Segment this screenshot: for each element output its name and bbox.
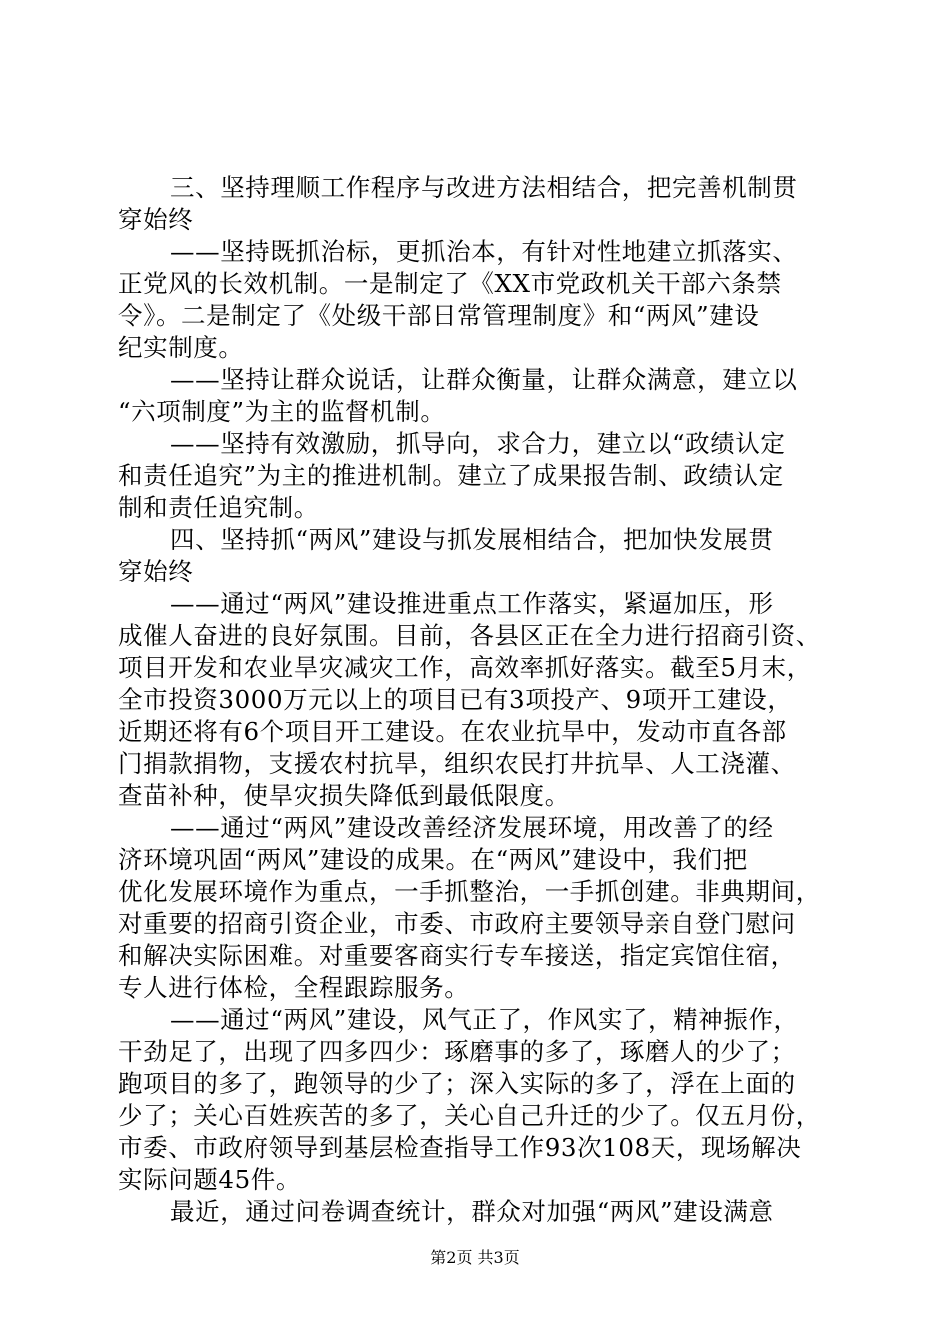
text-line: 正党风的长效机制。一是制定了《XX市党政机关干部六条禁 — [118, 269, 782, 298]
text-line: ——通过“两风”建设改善经济发展环境，用改善了的经 — [170, 813, 774, 842]
text-line: 近期还将有6个项目开工建设。在农业抗旱中，发动市直各部 — [118, 717, 787, 746]
text-line: 项目开发和农业旱灾减灾工作，高效率抓好落实。截至5月末， — [118, 653, 812, 682]
text-line: 令》。二是制定了《处级干部日常管理制度》和“两风”建设 — [118, 301, 760, 330]
text-line: 最近，通过问卷调查统计，群众对加强“两风”建设满意 — [170, 1197, 774, 1226]
text-line: 成催人奋进的良好氛围。目前，各县区正在全力进行招商引资、 — [118, 621, 821, 650]
text-line: 查苗补种，使旱灾损失降低到最低限度。 — [118, 781, 570, 810]
text-line: ——通过“两风”建设，风气正了，作风实了，精神振作， — [170, 1005, 799, 1034]
text-line: 专人进行体检，全程跟踪服务。 — [118, 973, 470, 1002]
text-line: “六项制度”为主的监督机制。 — [118, 397, 446, 426]
text-line: ——通过“两风”建设推进重点工作落实，紧逼加压，形 — [170, 589, 774, 618]
text-line: 和解决实际困难。对重要客商实行专车接送，指定宾馆住宿， — [118, 941, 796, 970]
document-body — [118, 172, 834, 1228]
text-line: 对重要的招商引资企业，市委、市政府主要领导亲自登门慰问 — [118, 909, 796, 938]
text-line: 三、坚持理顺工作程序与改进方法相结合，把完善机制贯 — [170, 173, 798, 202]
text-line: ——坚持让群众说话，让群众衡量，让群众满意，建立以 — [170, 365, 798, 394]
text-line: 和责任追究”为主的推进机制。建立了成果报告制、政绩认定 — [118, 461, 784, 490]
text-line: 跑项目的多了，跑领导的少了；深入实际的多了，浮在上面的 — [118, 1069, 796, 1098]
text-line: 穿始终 — [118, 205, 194, 234]
text-line: 济环境巩固“两风”建设的成果。在“两风”建设中，我们把 — [118, 845, 748, 874]
text-line: 少了；关心百姓疾苦的多了，关心自己升迁的少了。仅五月份， — [118, 1101, 821, 1130]
page-footer: 第2页 共3页 — [430, 1248, 520, 1267]
text-line: 穿始终 — [118, 557, 194, 586]
text-line: ——坚持既抓治标，更抓治本，有针对性地建立抓落实、 — [170, 237, 798, 266]
text-line: 制和责任追究制。 — [118, 493, 319, 522]
text-line: 全市投资3000万元以上的项目已有3项投产、9项开工建设， — [118, 685, 793, 714]
text-line: 门捐款捐物，支援农村抗旱，组织农民打井抗旱、人工浇灌、 — [118, 749, 796, 778]
text-line: 干劲足了，出现了四多四少：琢磨事的多了，琢磨人的少了； — [118, 1037, 796, 1066]
text-line: 实际问题45件。 — [118, 1165, 301, 1194]
text-line: 优化发展环境作为重点，一手抓整治，一手抓创建。非典期间， — [118, 877, 821, 906]
text-line: 市委、市政府领导到基层检查指导工作93次108天，现场解决 — [118, 1133, 802, 1162]
text-line: 四、坚持抓“两风”建设与抓发展相结合，把加快发展贯 — [170, 525, 774, 554]
text-line: 纪实制度。 — [118, 333, 244, 362]
text-line: ——坚持有效激励，抓导向，求合力，建立以“政绩认定 — [170, 429, 786, 458]
